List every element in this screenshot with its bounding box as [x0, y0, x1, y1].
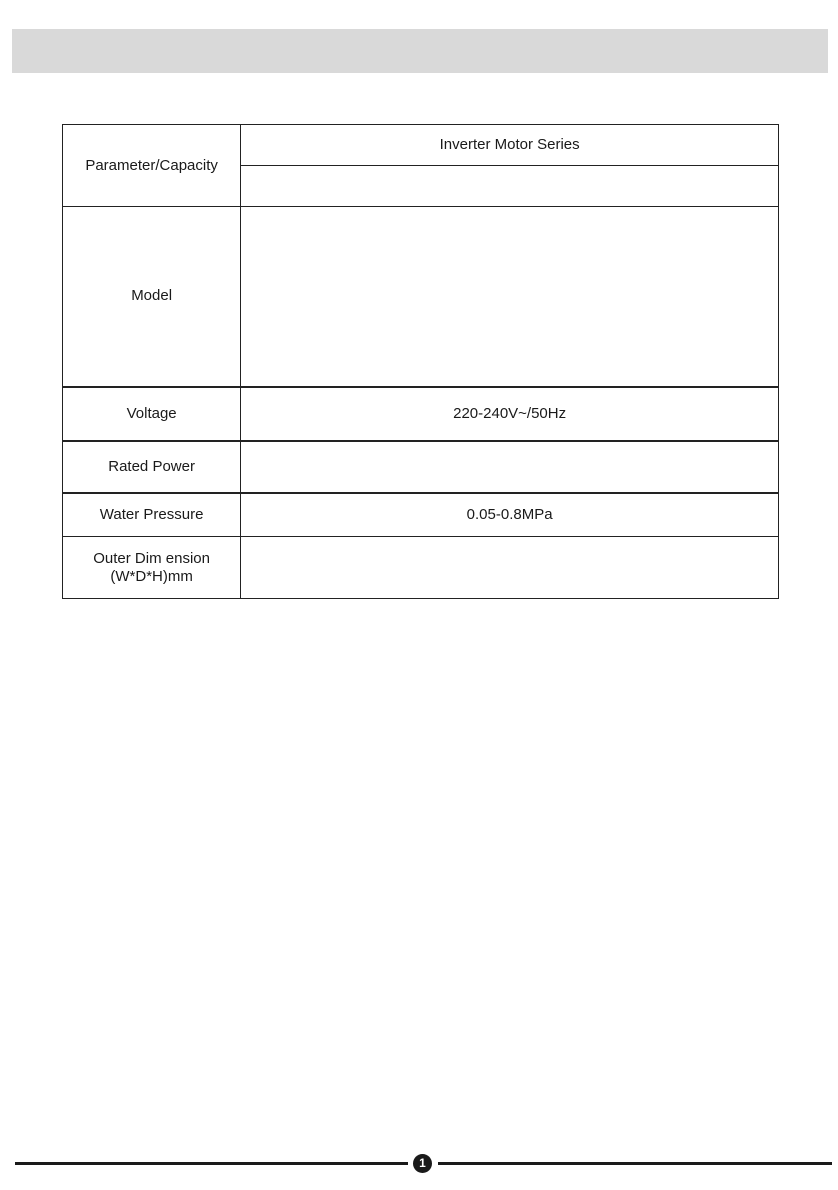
- voltage-label: Voltage: [63, 387, 241, 441]
- table-row-water-pressure: [63, 493, 779, 537]
- series-subheader-cell: [241, 166, 779, 207]
- outer-dimension-value: [241, 537, 779, 599]
- voltage-value: 220-240V~/50Hz: [241, 387, 779, 441]
- water-pressure-value: 0.05-0.8MPa: [241, 493, 779, 537]
- table-row-outer-dimension: [63, 537, 779, 599]
- model-label: Model: [63, 207, 241, 387]
- rated-power-value: [241, 441, 779, 493]
- outer-dimension-label-line1: Outer Dim ension: [93, 549, 210, 567]
- outer-dimension-label: [63, 537, 241, 599]
- footer-rule-left: [15, 1162, 408, 1165]
- spec-table: [62, 124, 779, 599]
- footer-rule-right: [438, 1162, 832, 1165]
- rated-power-label: Rated Power: [63, 441, 241, 493]
- model-value: [241, 207, 779, 387]
- table-row-voltage: [63, 387, 779, 441]
- header-band: [12, 29, 828, 73]
- table-header-row: [63, 125, 779, 166]
- water-pressure-label: Water Pressure: [63, 493, 241, 537]
- table-row-rated-power: [63, 441, 779, 493]
- page-number-badge: 1: [413, 1154, 432, 1173]
- outer-dimension-label-line2: (W*D*H)mm: [110, 567, 193, 585]
- parameter-capacity-header: Parameter/Capacity: [63, 125, 241, 207]
- series-header: Inverter Motor Series: [241, 125, 779, 166]
- table-row-model: [63, 207, 779, 387]
